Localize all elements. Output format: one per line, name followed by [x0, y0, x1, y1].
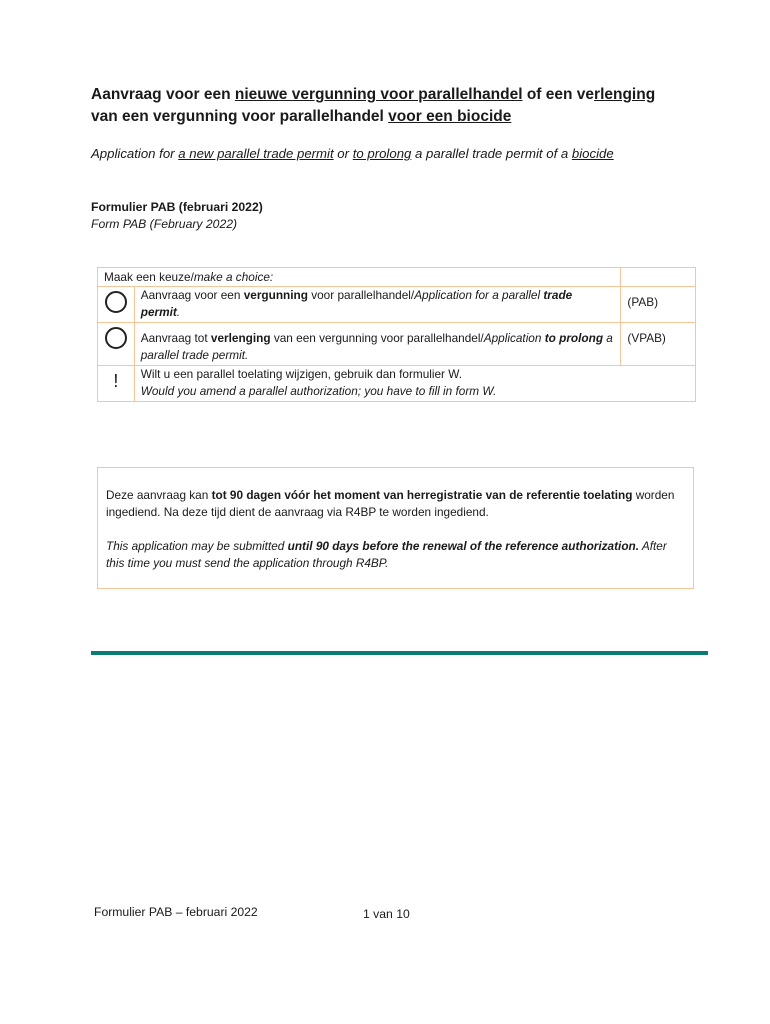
option-vpab-bold-italic: to prolong [544, 331, 604, 345]
title-underlined-biocide: voor een biocide [388, 108, 512, 125]
note-text-en: Would you amend a parallel authorization; you have to fill in form W. [140, 384, 497, 398]
note-text [134, 366, 695, 402]
title-underlined-new-permit: nieuwe vergunning voor parallelhandel [234, 86, 523, 103]
subtitle-underlined-biocide: biocide [571, 146, 614, 161]
form-name-nl: Formulier PAB (februari 2022) [91, 200, 263, 214]
option-row-pab [98, 287, 696, 323]
page-subtitle [91, 145, 614, 163]
subtitle-text: or [333, 146, 353, 161]
form-name-en: Form PAB (February 2022) [91, 217, 238, 231]
subtitle-underlined-new-permit: a new parallel trade permit [178, 146, 334, 161]
radio-button-vpab[interactable] [105, 327, 127, 349]
option-code-vpab: (VPAB) [621, 323, 696, 366]
choice-table-header-row [98, 268, 696, 287]
option-pab-text: voor parallelhandel/ [307, 288, 415, 302]
radio-cell-pab [98, 287, 135, 323]
note-text-nl: Wilt u een parallel toelating wijzigen, gebruik dan formulier W. [140, 367, 463, 381]
option-vpab-text: Aanvraag tot [140, 331, 211, 345]
notice-nl [106, 487, 685, 521]
subtitle-text: Application for [91, 146, 179, 161]
choice-header-en: make a choice: [193, 270, 274, 284]
title-text: van een vergunning voor parallelhandel [91, 108, 389, 125]
notice-nl-text: Deze aanvraag kan [106, 488, 212, 502]
option-text-pab [134, 287, 621, 323]
option-vpab-text: van een vergunning voor parallelhandel/ [270, 331, 484, 345]
radio-cell-vpab [98, 323, 135, 366]
choice-table-header [98, 268, 621, 287]
option-vpab-bold: verlenging [210, 331, 271, 345]
notice-en [106, 538, 685, 572]
option-code-pab: (PAB) [621, 287, 696, 323]
option-pab-text: Aanvraag voor een [140, 288, 244, 302]
notice-nl-text: worden ingediend. Na deze tijd dient de aanvraag via R4BP te worden ingediend. [106, 488, 675, 519]
option-pab-italic: Application for a parallel [414, 288, 544, 302]
option-vpab-italic: a parallel trade permit. [140, 331, 613, 362]
option-pab-bold-italic: trade permit [140, 288, 573, 319]
exclamation-icon: ! [113, 371, 119, 391]
subtitle-text: a parallel trade permit of a [411, 146, 572, 161]
notice-en-bold: until 90 days before the renewal of the reference authorization. [287, 539, 640, 553]
option-pab-italic: . [176, 305, 181, 319]
option-text-vpab [134, 323, 621, 366]
radio-button-pab[interactable] [105, 291, 127, 313]
title-text: Aanvraag voor een [91, 86, 235, 103]
note-icon-cell [98, 366, 135, 402]
notice-en-text: This application may be submitted [106, 539, 288, 553]
notice-nl-bold: tot 90 dagen vóór het moment van herregistratie van de referentie toelating [211, 488, 633, 502]
page-title [91, 84, 691, 128]
choice-table-header-empty [621, 268, 696, 287]
option-pab-bold: vergunning [243, 288, 308, 302]
choice-table [97, 267, 696, 402]
footer-page-number: 1 van 10 [363, 907, 410, 921]
note-row [98, 366, 696, 402]
notice-en-text: After this time you must send the application through R4BP. [106, 539, 667, 570]
footer-form-label: Formulier PAB – februari 2022 [94, 905, 258, 919]
divider-rule [91, 651, 708, 655]
option-vpab-italic: Application [483, 331, 545, 345]
option-row-vpab [98, 323, 696, 366]
notice-box [97, 467, 694, 589]
subtitle-underlined-prolong: to prolong [352, 146, 412, 161]
choice-header-nl: Maak een keuze/ [104, 270, 194, 284]
title-underlined-extension: rlenging [594, 86, 656, 103]
title-text: of een ve [522, 86, 595, 103]
